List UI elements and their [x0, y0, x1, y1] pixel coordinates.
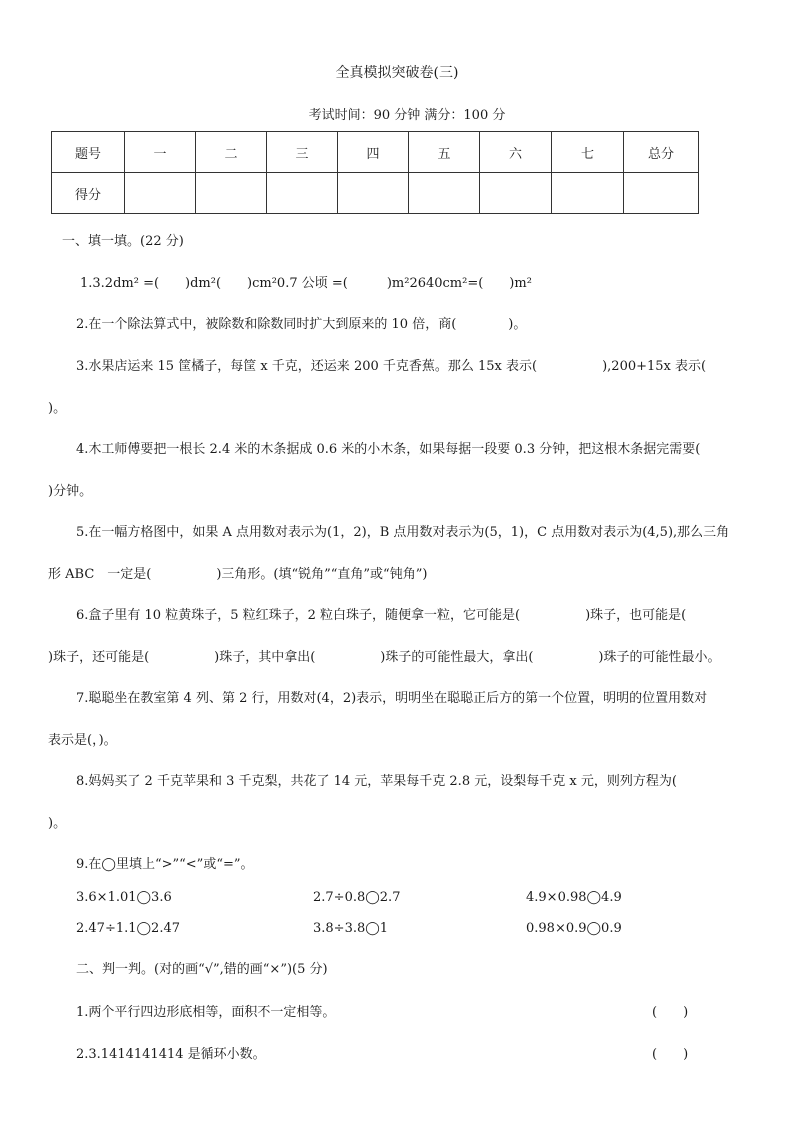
question-5-line-2: 形 ABC 一定是( )三角形。(填“锐角”“直角”或“钝角”)	[48, 567, 428, 582]
question-1: 1.3.2dm² =( )dm²( )cm²0.7 公顷 =( )m²2640cm²=( )m²	[80, 276, 532, 291]
score-cell[interactable]	[196, 173, 267, 214]
comparison-item: 2.7÷0.8◯2.7	[313, 890, 401, 905]
judge-item-1: 1.两个平行四边形底相等，面积不一定相等。	[76, 1005, 336, 1020]
question-2: 2.在一个除法算式中，被除数和除数同时扩大到原来的 10 倍，商( )。	[76, 317, 527, 332]
score-table	[51, 131, 699, 214]
comparison-item: 3.6×1.01◯3.6	[76, 890, 172, 905]
judge-item-2-answer-paren[interactable]: ( )	[652, 1047, 689, 1062]
score-cell[interactable]	[125, 173, 196, 214]
question-4-line-2: )分钟。	[48, 484, 93, 499]
header-cell: 总分	[624, 132, 699, 173]
judge-item-1-answer-paren[interactable]: ( )	[652, 1005, 689, 1020]
question-7-line-2: 表示是(，)。	[48, 733, 117, 748]
score-cell[interactable]	[552, 173, 624, 214]
header-cell: 七	[552, 132, 624, 173]
question-4-line-1: 4.木工师傅要把一根长 2.4 米的木条据成 0.6 米的小木条，如果每据一段要 0.3 分钟，把这根木条据完需要(	[76, 442, 701, 457]
question-7-line-1: 7.聪聪坐在教室第 4 列、第 2 行，用数对(4，2)表示，明明坐在聪聪正后方的第一个位置，明明的位置用数对	[76, 691, 708, 706]
judge-item-2: 2.3.1414141414 是循环小数。	[76, 1047, 266, 1062]
score-cell[interactable]	[624, 173, 699, 214]
question-8-line-1: 8.妈妈买了 2 千克苹果和 3 千克梨，共花了 14 元，苹果每千克 2.8 元，设梨每千克 x 元，则列方程为(	[76, 774, 677, 789]
header-cell: 一	[125, 132, 196, 173]
section-1-heading: 一、填一填。(22 分)	[62, 234, 184, 249]
header-cell: 四	[338, 132, 409, 173]
header-cell: 三	[267, 132, 338, 173]
score-cell[interactable]	[338, 173, 409, 214]
comparison-item: 2.47÷1.1◯2.47	[76, 921, 181, 936]
comparison-item: 4.9×0.98◯4.9	[526, 890, 622, 905]
score-table-score-row	[52, 173, 699, 214]
exam-info: 考试时间：90 分钟 满分：100 分	[308, 108, 506, 123]
score-cell[interactable]	[480, 173, 552, 214]
comparison-item: 0.98×0.9◯0.9	[526, 921, 622, 936]
score-table-header-row	[52, 132, 699, 173]
page-title: 全真模拟突破卷(三)	[335, 65, 459, 81]
score-cell[interactable]	[267, 173, 338, 214]
header-cell: 五	[409, 132, 480, 173]
question-8-line-2: )。	[48, 816, 67, 831]
question-3-line-2: )。	[48, 401, 67, 416]
question-5-line-1: 5.在一幅方格图中，如果 A 点用数对表示为(1，2)，B 点用数对表示为(5，1)，C 点用数对表示为(4,5),那么三角	[76, 525, 730, 540]
question-9-heading: 9.在◯里填上“>”“<”或“=”。	[76, 857, 254, 872]
score-cell[interactable]	[409, 173, 480, 214]
question-6-line-1: 6.盒子里有 10 粒黄珠子，5 粒红珠子，2 粒白珠子，随便拿一粒，它可能是( )珠子，也可能是(	[76, 608, 687, 623]
question-6-line-2: )珠子，还可能是( )珠子，其中拿出( )珠子的可能性最大，拿出( )珠子的可能性最小。	[48, 650, 721, 665]
comparison-item: 3.8÷3.8◯1	[313, 921, 389, 936]
header-cell: 二	[196, 132, 267, 173]
header-cell: 题号	[52, 132, 125, 173]
question-3-line-1: 3.水果店运来 15 筐橘子，每筐 x 千克，还运来 200 千克香蕉。那么 15x 表示( ),200+15x 表示(	[76, 359, 707, 374]
row-label: 得分	[52, 173, 125, 214]
header-cell: 六	[480, 132, 552, 173]
section-2-heading: 二、判一判。(对的画“√”,错的画“×”)(5 分)	[76, 962, 328, 977]
